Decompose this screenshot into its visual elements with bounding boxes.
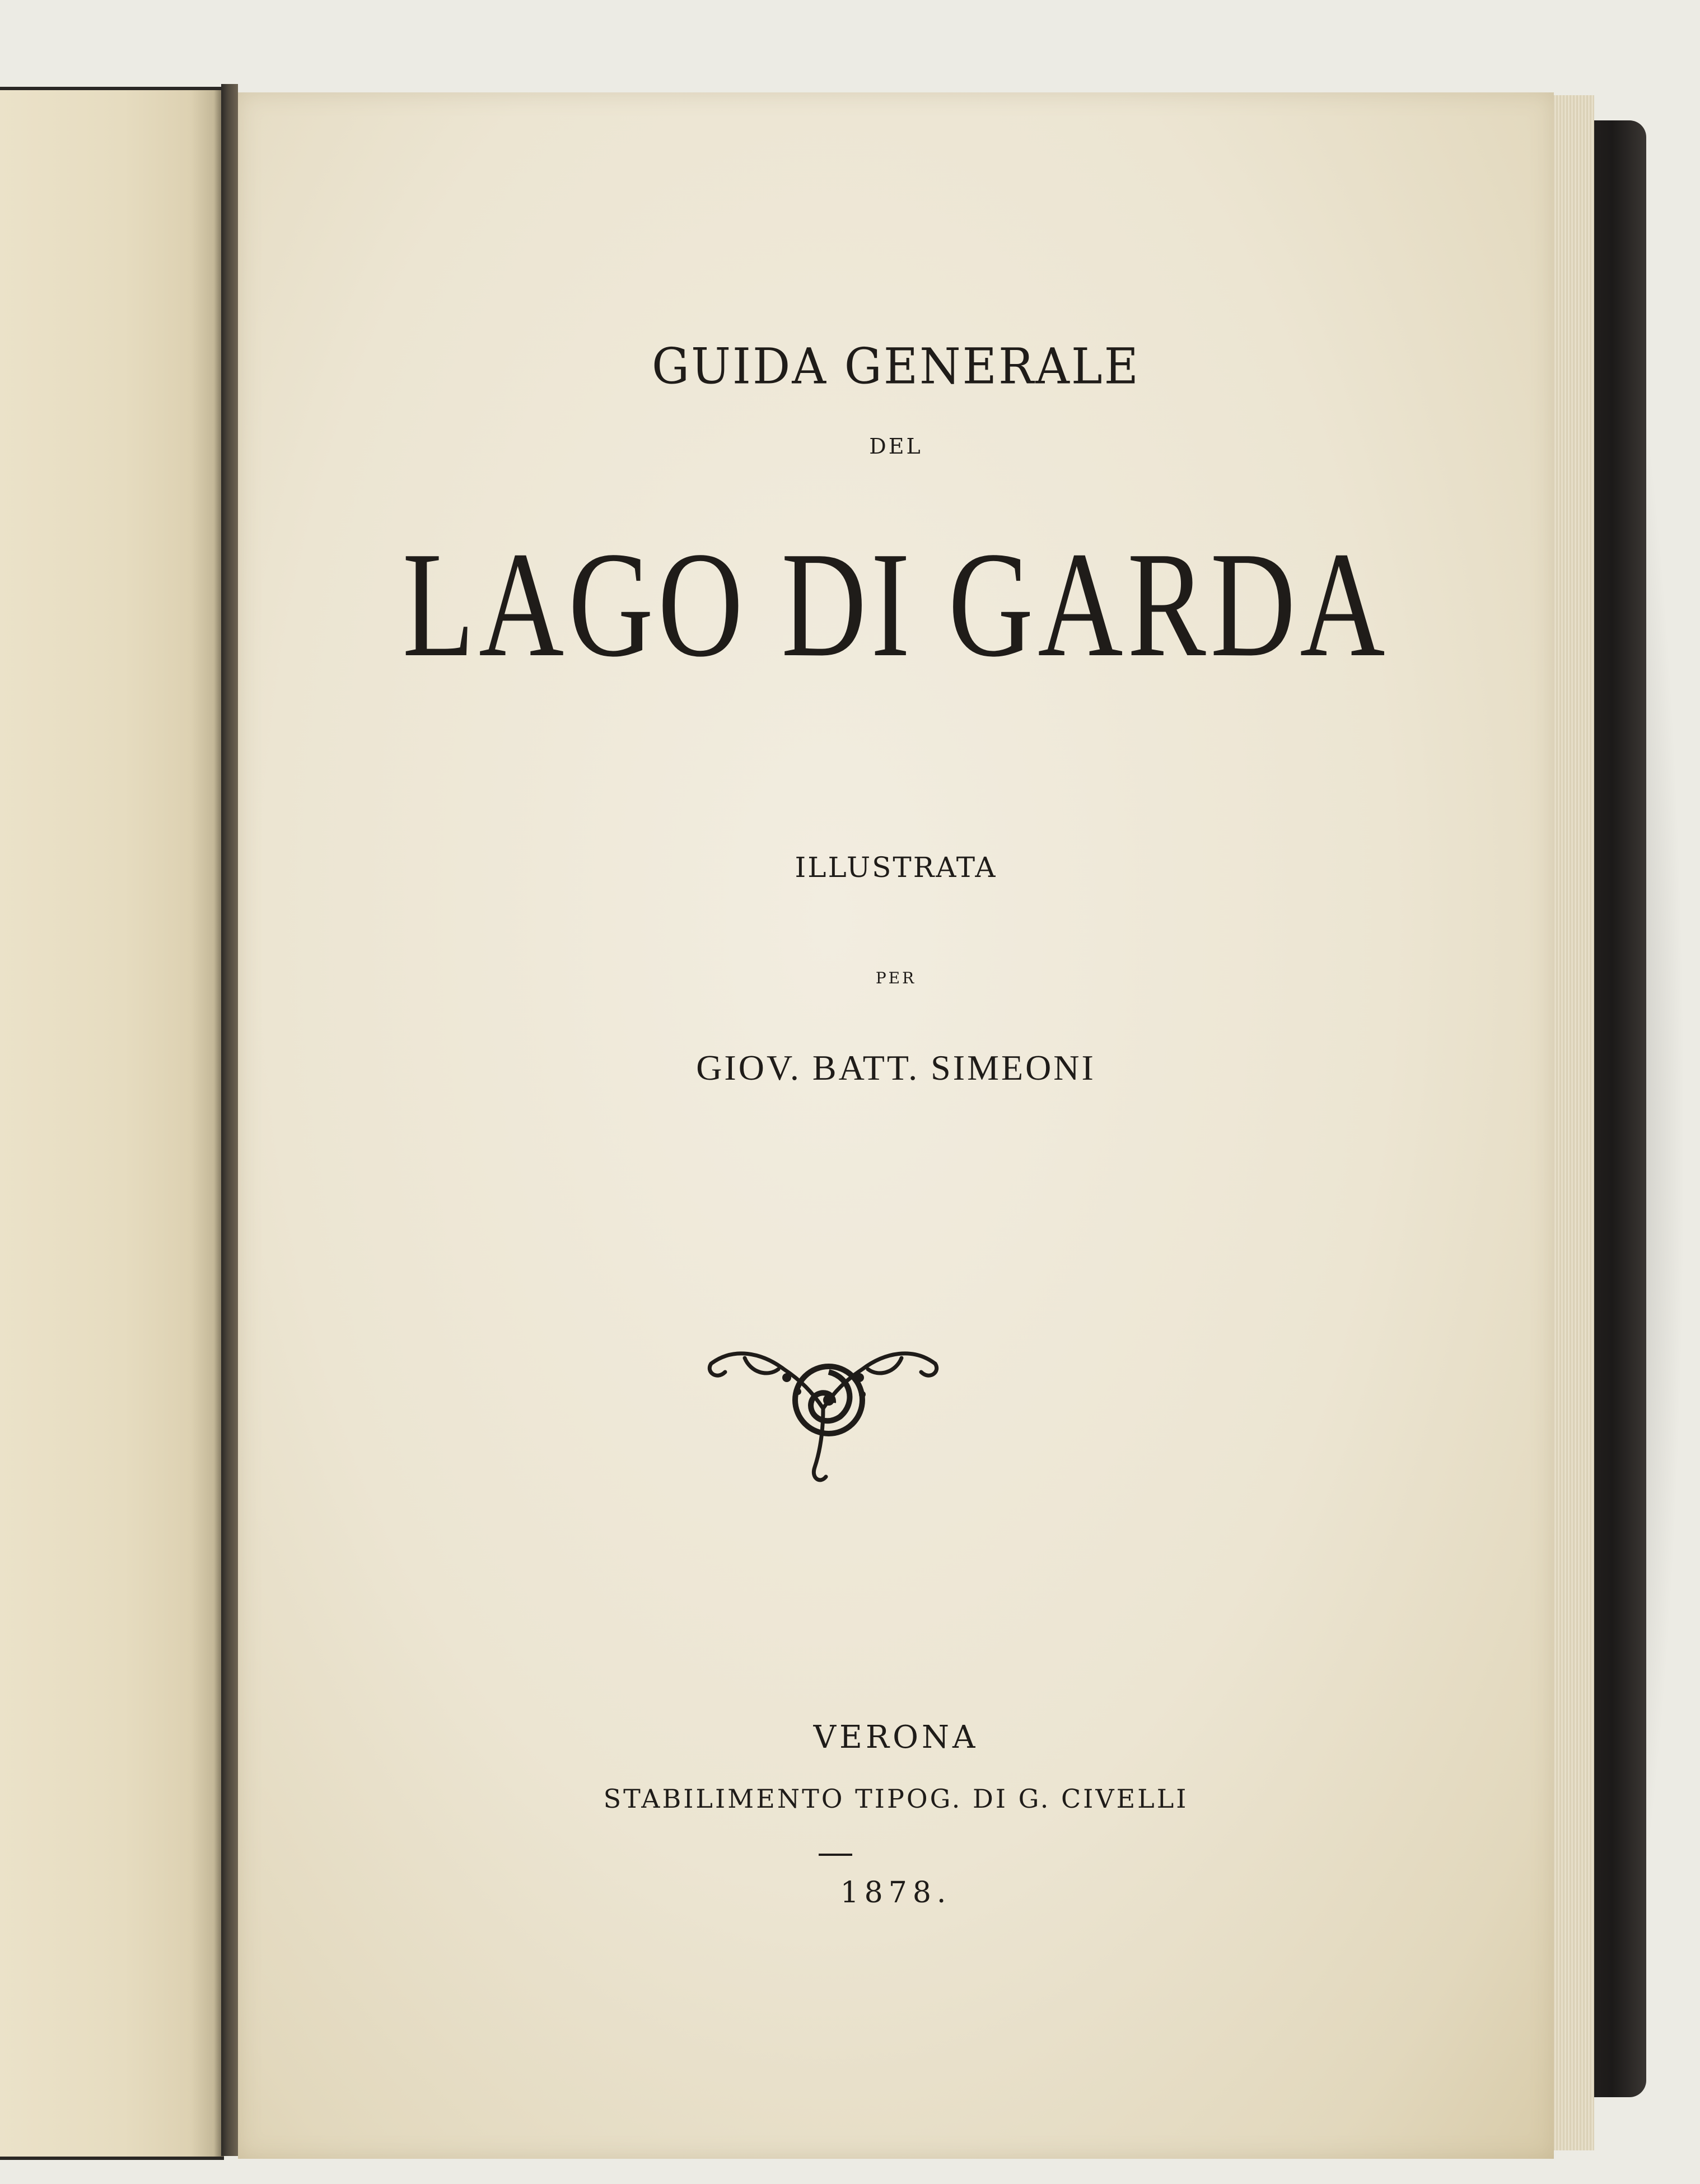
title-page-content bbox=[238, 92, 1554, 2159]
author-name: GIOV. BATT. SIMEONI bbox=[696, 1048, 1096, 1088]
page-edges bbox=[1551, 95, 1594, 2150]
book-gutter bbox=[221, 84, 238, 2156]
title-line-2: DEL bbox=[869, 434, 923, 459]
left-page bbox=[0, 87, 224, 2160]
title-page bbox=[238, 92, 1554, 2159]
imprint-printer: STABILIMENTO TIPOG. DI G. CIVELLI bbox=[603, 1784, 1189, 1814]
imprint-rule bbox=[819, 1854, 852, 1856]
by-line: PER bbox=[875, 969, 917, 987]
main-title: LAGO DI GARDA bbox=[402, 521, 1390, 688]
imprint-year: 1878. bbox=[840, 1876, 952, 1910]
floral-flourish-icon bbox=[700, 1347, 946, 1487]
title-line-1: GUIDA GENERALE bbox=[651, 337, 1141, 395]
imprint-city: VERONA bbox=[813, 1719, 979, 1756]
subtitle: ILLUSTRATA bbox=[795, 851, 997, 884]
